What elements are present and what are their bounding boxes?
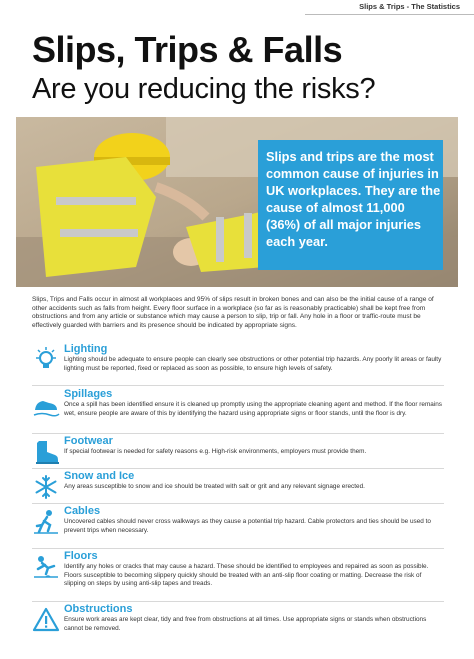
falling-person-icon: [32, 553, 60, 581]
intro-paragraph: Slips, Trips and Falls occur in almost all workplaces and 95% of slips result in broken bones and can also be the initial cause of a range of other accidents such as falls from height. Every floor surface in a workplace (so far as is reasonably practicable) shall be kept free from obstructions and from any article or substance which may cause a person to slip, trip or fall. Any hole in a floor or traffic-route must be effectively guarded with barriers and its presence should be indicated by appropriate signs.: [32, 296, 434, 329]
section-text: Any areas susceptible to snow and ice should be treated with salt or grit and any relevant signage erected.: [64, 483, 365, 490]
section-divider: [32, 433, 444, 434]
section-divider: [32, 548, 444, 549]
boot-icon: [32, 438, 60, 466]
statistics-callout: [258, 140, 443, 270]
section-text: Identify any holes or cracks that may cause a hazard. These should be identified to employees and repaired as soon as possible. Floors susceptible to becoming slippery quickly should be treated with an anti-slip floor coating or matting. Decrease the risk of slipping on steps by using anti-slip tapes and treads.: [64, 563, 429, 587]
section-heading: Lighting: [64, 343, 108, 355]
running-title: Slips & Trips - The Statistics: [359, 2, 460, 11]
section-heading: Spillages: [64, 388, 113, 400]
section-footwear: [32, 435, 444, 469]
header-divider: [305, 14, 474, 15]
section-divider: [32, 468, 444, 469]
warning-triangle-icon: [32, 606, 60, 634]
section-text: Once a spill has been identified ensure it is cleaned up promptly using the appropriate cleaning agent and method. If the floor remains wet, ensure people are aware of this by identifying the hazard using appropriate signs or floor stands, until the floor is dry.: [64, 401, 442, 417]
section-heading: Snow and Ice: [64, 470, 135, 482]
running-header: [0, 0, 474, 14]
tripping-person-icon: [32, 508, 60, 536]
slipping-shoe-icon: [32, 391, 60, 419]
section-text: Ensure work areas are kept clear, tidy and free from obstructions at all times. Use appropriate signs or stands when obstructions cannot be removed.: [64, 616, 427, 632]
section-floors: [32, 550, 444, 602]
section-heading: Footwear: [64, 435, 113, 447]
section-obstructions: [32, 603, 444, 645]
page-subtitle: Are you reducing the risks?: [32, 73, 376, 105]
callout-text: Slips and trips are the most common cause of injuries in UK workplaces. They are the cause of almost 11,000 (36%) of all major injuries each year.: [266, 149, 441, 249]
page-title: Slips, Trips & Falls: [32, 29, 343, 70]
section-text: If special footwear is needed for safety reasons e.g. High-risk environments, employers must provide them.: [64, 448, 367, 455]
section-snow-and-ice: [32, 470, 444, 504]
lightbulb-icon: [32, 346, 60, 374]
section-heading: Cables: [64, 505, 101, 517]
section-text: Lighting should be adequate to ensure people can clearly see obstructions or other potential trip hazards. Any poorly lit areas or faulty lighting must be reported, fixed or replaced as soon as possible, to ensure high levels of safety.: [64, 356, 442, 372]
section-lighting: [32, 343, 444, 387]
section-text: Uncovered cables should never cross walkways as they cause a potential trip hazard. Cable protectors and ties should be used to prevent trips when necessary.: [64, 518, 431, 534]
section-divider: [32, 503, 444, 504]
section-divider: [32, 601, 444, 602]
section-heading: Obstructions: [64, 603, 133, 615]
section-divider: [32, 385, 444, 386]
section-spillages: [32, 388, 444, 434]
section-cables: [32, 505, 444, 549]
snowflake-icon: [32, 473, 60, 501]
section-heading: Floors: [64, 550, 98, 562]
